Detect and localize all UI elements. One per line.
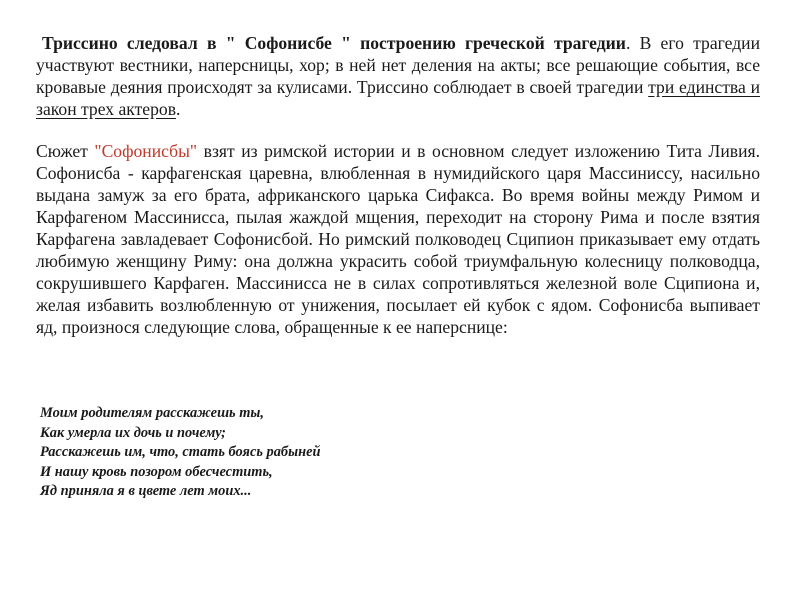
poem-quote: [40, 404, 320, 502]
intro-end: .: [176, 99, 181, 119]
poem-line: Расскажешь им, что, стать боясь рабыней: [40, 444, 321, 461]
play-title-red: "Софонисбы": [94, 141, 198, 161]
plot-text-rest: взят из римской истории и в основном следует изложению Тита Ливия. Софонисба - карфагенская царевна, влюбленная в нумидийского царя Массиниссу, насильно выдана замуж за его брата, африканского царька Сифакса. Во время войны между Римом и Карфагеном Массинисса, пылая жаждой мщения, переходит на сторону Рима и после взятия Карфагена завладевает Софонисбой. Но римский полководец Сципион приказывает ему отдать любимую женщину Риму: она должна украсить собой триумфальную колесницу полководца, сокрушившего Карфаген. Массинисса не в силах сопротивляться железной воле Сципиона и, желая избавить возлюбленную от унижения, посылает ей кубок с ядом. Софонисба выпивает яд, произнося следующие слова, обращенные к ее наперснице:: [36, 141, 760, 337]
poem-line: Как умерла их дочь и почему;: [40, 424, 226, 441]
intro-bold-lead: Триссино следовал в " Софонисбе " построению греческой трагедии: [42, 33, 626, 53]
intro-paragraph: [36, 32, 760, 120]
plot-text-start: Сюжет: [36, 141, 95, 161]
slide-content: [36, 32, 760, 338]
unities-underlined: три единства и закон трех актеров: [36, 77, 761, 119]
poem-line: И нашу кровь позором обесчестить,: [40, 463, 273, 480]
plot-paragraph: [36, 140, 760, 338]
poem-line: Моим родителям расскажешь ты,: [40, 405, 265, 421]
intro-text: . В его трагедии участвуют вестники, наперсницы, хор; в ней нет деления на акты; все решающие события, все кровавые деяния происходят за кулисами. Триссино соблюдает в своей трагедии: [36, 33, 760, 97]
poem-line: Яд приняла я в цвете лет моих...: [40, 483, 252, 500]
